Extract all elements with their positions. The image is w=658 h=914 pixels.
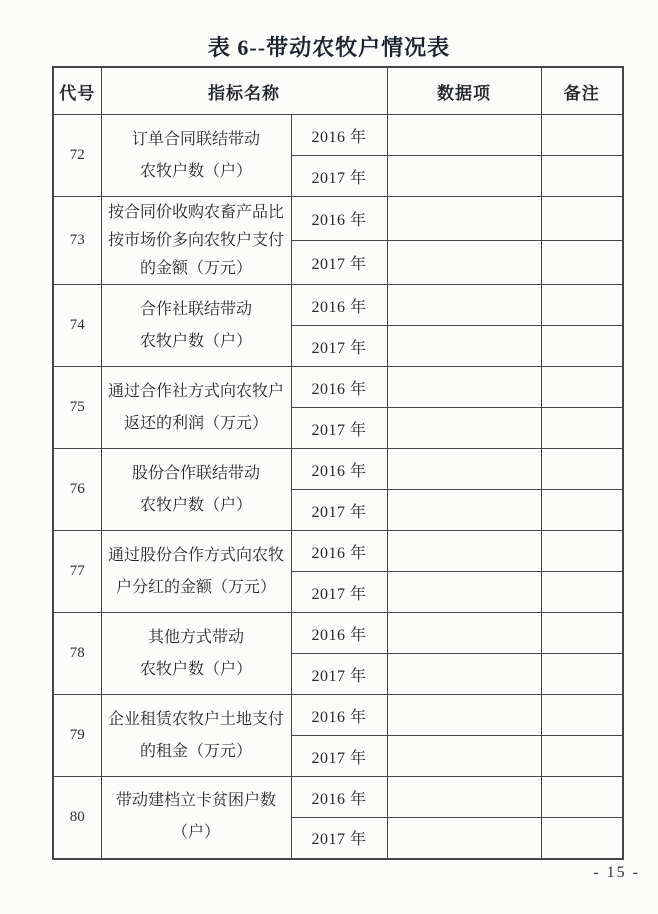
year-cell: 2016 年 bbox=[291, 197, 387, 241]
data-item-cell bbox=[387, 490, 541, 531]
year-cell: 2017 年 bbox=[291, 654, 387, 695]
code-cell: 74 bbox=[53, 285, 101, 367]
indicator-cell bbox=[101, 449, 291, 531]
remark-cell bbox=[541, 156, 623, 197]
indicator-line: 带动建档立卡贫困户数 bbox=[115, 792, 276, 810]
remark-cell bbox=[541, 572, 623, 613]
year-cell: 2016 年 bbox=[291, 449, 387, 490]
year-cell: 2016 年 bbox=[291, 613, 387, 654]
remark-cell bbox=[541, 490, 623, 531]
year-cell: 2016 年 bbox=[291, 777, 387, 818]
code-cell: 80 bbox=[53, 777, 101, 859]
indicator-line: 农牧户数（户） bbox=[139, 332, 252, 350]
remark-cell bbox=[541, 531, 623, 572]
year-cell: 2016 年 bbox=[291, 367, 387, 408]
data-item-cell bbox=[387, 326, 541, 367]
indicator-line: 通过合作社方式向农牧户 bbox=[107, 382, 284, 400]
year-cell: 2016 年 bbox=[291, 695, 387, 736]
remark-cell bbox=[541, 777, 623, 818]
remark-cell bbox=[541, 197, 623, 241]
code-cell: 79 bbox=[53, 695, 101, 777]
table-row bbox=[53, 613, 623, 654]
page-title: 表 6--带动农牧户情况表 bbox=[207, 35, 451, 60]
code-cell: 73 bbox=[53, 197, 101, 285]
year-cell: 2016 年 bbox=[291, 115, 387, 156]
data-item-cell bbox=[387, 197, 541, 241]
indicator-line: （户） bbox=[171, 824, 220, 842]
table-row bbox=[53, 367, 623, 408]
indicator-line: 返还的利润（万元） bbox=[123, 414, 268, 432]
data-item-cell bbox=[387, 818, 541, 859]
data-item-cell bbox=[387, 531, 541, 572]
table-header-row bbox=[53, 67, 623, 115]
table-row bbox=[53, 115, 623, 156]
table-row bbox=[53, 197, 623, 241]
year-cell: 2017 年 bbox=[291, 818, 387, 859]
remark-cell bbox=[541, 367, 623, 408]
indicator-cell bbox=[101, 777, 291, 859]
data-item-cell bbox=[387, 285, 541, 326]
remark-cell bbox=[541, 326, 623, 367]
remark-cell bbox=[541, 818, 623, 859]
code-cell: 75 bbox=[53, 367, 101, 449]
table-row bbox=[53, 695, 623, 736]
indicator-cell bbox=[101, 367, 291, 449]
data-item-cell bbox=[387, 654, 541, 695]
year-cell: 2016 年 bbox=[291, 531, 387, 572]
data-item-cell bbox=[387, 408, 541, 449]
indicator-cell bbox=[101, 115, 291, 197]
table-row bbox=[53, 531, 623, 572]
data-item-cell bbox=[387, 736, 541, 777]
year-cell: 2017 年 bbox=[291, 408, 387, 449]
year-cell: 2017 年 bbox=[291, 572, 387, 613]
code-cell: 77 bbox=[53, 531, 101, 613]
data-item-cell bbox=[387, 572, 541, 613]
remark-cell bbox=[541, 736, 623, 777]
page-number: - 15 - bbox=[593, 864, 640, 881]
indicator-line: 农牧户数（户） bbox=[139, 162, 252, 180]
year-cell: 2017 年 bbox=[291, 490, 387, 531]
indicator-line: 的租金（万元） bbox=[139, 742, 252, 760]
year-cell: 2017 年 bbox=[291, 326, 387, 367]
year-cell: 2016 年 bbox=[291, 285, 387, 326]
header-indicator: 指标名称 bbox=[101, 67, 387, 115]
data-item-cell bbox=[387, 449, 541, 490]
year-cell: 2017 年 bbox=[291, 736, 387, 777]
data-item-cell bbox=[387, 115, 541, 156]
indicator-line: 通过股份合作方式向农牧 bbox=[107, 546, 284, 564]
data-item-cell bbox=[387, 613, 541, 654]
remark-cell bbox=[541, 449, 623, 490]
indicator-line: 其他方式带动 bbox=[147, 628, 244, 646]
remark-cell bbox=[541, 241, 623, 285]
remark-cell bbox=[541, 654, 623, 695]
data-item-cell bbox=[387, 156, 541, 197]
header-code: 代号 bbox=[53, 67, 101, 115]
indicator-line: 合作社联结带动 bbox=[139, 300, 252, 318]
table-row bbox=[53, 777, 623, 818]
code-cell: 72 bbox=[53, 115, 101, 197]
indicator-line: 户分红的金额（万元） bbox=[115, 578, 276, 596]
remark-cell bbox=[541, 408, 623, 449]
indicator-cell bbox=[101, 695, 291, 777]
data-item-cell bbox=[387, 241, 541, 285]
remark-cell bbox=[541, 613, 623, 654]
code-cell: 78 bbox=[53, 613, 101, 695]
indicator-cell bbox=[101, 197, 291, 285]
remark-cell bbox=[541, 695, 623, 736]
data-item-cell bbox=[387, 367, 541, 408]
year-cell: 2017 年 bbox=[291, 156, 387, 197]
header-remark: 备注 bbox=[541, 67, 623, 115]
indicator-line: 按市场价多向农牧户支付 bbox=[107, 231, 284, 249]
remark-cell bbox=[541, 285, 623, 326]
year-cell: 2017 年 bbox=[291, 241, 387, 285]
indicator-cell bbox=[101, 285, 291, 367]
indicator-line: 的金额（万元） bbox=[139, 259, 252, 277]
data-item-cell bbox=[387, 777, 541, 818]
code-cell: 76 bbox=[53, 449, 101, 531]
indicator-line: 农牧户数（户） bbox=[139, 660, 252, 678]
indicator-cell bbox=[101, 613, 291, 695]
indicator-cell bbox=[101, 531, 291, 613]
header-data-item: 数据项 bbox=[387, 67, 541, 115]
remark-cell bbox=[541, 115, 623, 156]
indicator-line: 股份合作联结带动 bbox=[131, 464, 260, 482]
form-table-wrapper bbox=[52, 66, 624, 860]
indicator-line: 企业租赁农牧户土地支付 bbox=[107, 710, 284, 728]
indicator-line: 农牧户数（户） bbox=[139, 496, 252, 514]
table-row bbox=[53, 285, 623, 326]
form-table bbox=[52, 66, 624, 860]
indicator-line: 按合同价收购农畜产品比 bbox=[107, 203, 284, 221]
data-item-cell bbox=[387, 695, 541, 736]
indicator-line: 订单合同联结带动 bbox=[131, 130, 260, 148]
table-row bbox=[53, 449, 623, 490]
